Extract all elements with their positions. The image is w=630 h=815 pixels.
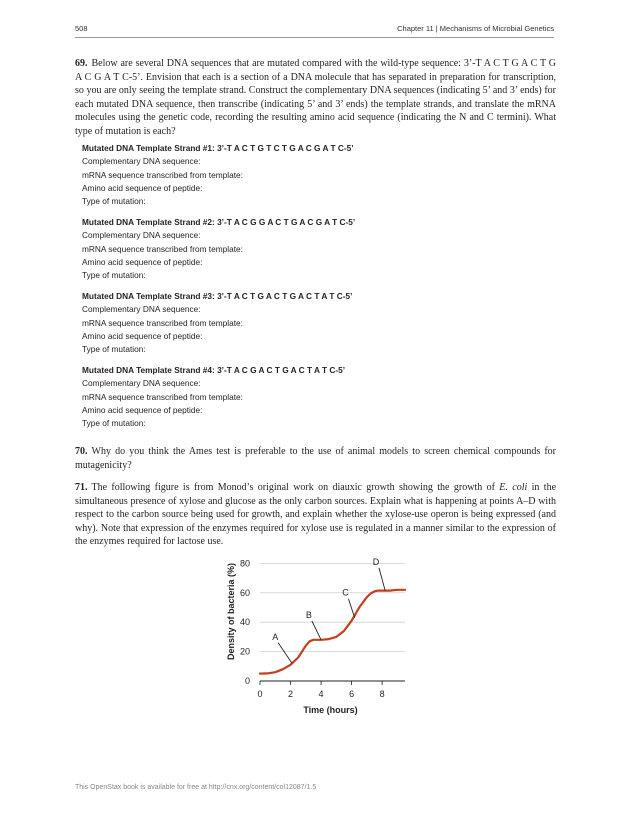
y-tick-label: 80 bbox=[239, 558, 250, 569]
growth-curve bbox=[260, 587, 405, 674]
answer-field-label: Complementary DNA sequence: bbox=[82, 156, 201, 167]
x-tick-label: 6 bbox=[349, 689, 355, 699]
question-text: Why do you think the Ames test is preferable to the use of animal models to screen chemical compounds for mutagenicity? bbox=[75, 446, 556, 471]
axes bbox=[260, 681, 405, 685]
x-tick-label: 4 bbox=[318, 689, 324, 699]
answer-field-label: Type of mutation: bbox=[82, 418, 146, 429]
answer-field-label: Complementary DNA sequence: bbox=[82, 230, 201, 241]
question-text: Below are several DNA sequences that are mutated compared with the wild-type sequence: 3’-T A C T G A C T G A C G A T C-5’. Envision that each is a section of a DNA molecule that has separated in preparation for transcription, so you are only seeing the template strand. Construct the complementary DNA sequences (indicating 5’ and 3’ ends) for each mutated DNA sequence, then transcribe (indicating 5’ and 3’ ends) the template strands, and translate the mRNA molecules using the genetic code, recording the resulting amino acid sequence (indicating the N and C termini). What type of mutation is each? bbox=[75, 58, 556, 137]
annotation-label-d: D bbox=[372, 556, 380, 567]
footer-note: This OpenStax book is available for free at http://cnx.org/content/col12087/1.5 bbox=[75, 784, 317, 791]
annotation-label-c: C bbox=[342, 587, 349, 598]
answer-field-label: Amino acid sequence of peptide: bbox=[82, 404, 203, 415]
answer-field-label: Type of mutation: bbox=[82, 270, 146, 281]
answer-field-label: Amino acid sequence of peptide: bbox=[82, 182, 203, 193]
x-axis-label: Time (hours) bbox=[303, 705, 358, 715]
x-tick-label: 0 bbox=[257, 689, 263, 699]
y-tick-label: 60 bbox=[239, 587, 250, 598]
annotation-pointer bbox=[348, 599, 354, 618]
answer-field-label: Type of mutation: bbox=[82, 344, 146, 355]
annotation-pointer bbox=[278, 643, 292, 664]
strand-title: Mutated DNA Template Strand #3: 3’-T A C T G A C T G A C T A T C-5’ bbox=[82, 291, 353, 301]
tick-labels bbox=[240, 558, 385, 699]
annotation-label-a: A bbox=[272, 631, 279, 642]
question-text-start: The following figure is from Monod’s original work on diauxic growth showing the growth of bbox=[91, 482, 500, 493]
question-number: 71. bbox=[75, 482, 88, 493]
answer-field-label: Amino acid sequence of peptide: bbox=[82, 330, 203, 341]
strand-title: Mutated DNA Template Strand #1: 3’-T A C T G T C T G A C G A T C-5’ bbox=[82, 143, 354, 153]
answer-field-label: Complementary DNA sequence: bbox=[82, 304, 201, 315]
strand-title: Mutated DNA Template Strand #2: 3’-T A C G G A C T G A C G A T C-5’ bbox=[82, 217, 356, 227]
y-tick-label: 40 bbox=[239, 617, 250, 628]
answer-field-label: Amino acid sequence of peptide: bbox=[82, 256, 203, 267]
chapter-header: Chapter 11 | Mechanisms of Microbial Genetics bbox=[397, 24, 554, 33]
answer-field-label: Type of mutation: bbox=[82, 196, 146, 207]
answer-field-label: mRNA sequence transcribed from template: bbox=[82, 391, 243, 402]
annotations bbox=[272, 557, 385, 664]
growth-curve-line bbox=[260, 587, 405, 674]
y-tick-label: 20 bbox=[239, 646, 250, 657]
annotation-label-b: B bbox=[305, 609, 312, 620]
y-axis-label: Density of bacteria (%) bbox=[226, 562, 236, 661]
answer-field-label: mRNA sequence transcribed from template: bbox=[82, 243, 243, 254]
question-text-end: in the simultaneous presence of xylose and glucose as the only carbon sources. Explain what is happening at points A–D with respect to the carbon source being used for growth, and explain whether the xylose-use operon is being expressed (and why). Note that expression of the enzymes required for xylose use is regulated in a manner similar to the expression of the enzymes required for lactose use. bbox=[75, 482, 557, 548]
page-number: 508 bbox=[75, 24, 88, 33]
annotation-pointer bbox=[379, 568, 385, 591]
organism-name: E. coli bbox=[499, 482, 528, 493]
strand-title: Mutated DNA Template Strand #4: 3’-T A C G A C T G A C T A T C-5’ bbox=[82, 365, 346, 375]
x-tick-label: 8 bbox=[379, 689, 385, 699]
x-tick-label: 2 bbox=[288, 689, 294, 699]
answer-field-label: mRNA sequence transcribed from template: bbox=[82, 169, 243, 180]
question-number: 69. bbox=[75, 58, 88, 69]
answer-field-label: Complementary DNA sequence: bbox=[82, 378, 201, 389]
annotation-pointer bbox=[312, 621, 321, 640]
answer-field-label: mRNA sequence transcribed from template: bbox=[82, 317, 243, 328]
question-number: 70. bbox=[75, 446, 88, 457]
y-tick-label: 0 bbox=[244, 676, 250, 686]
